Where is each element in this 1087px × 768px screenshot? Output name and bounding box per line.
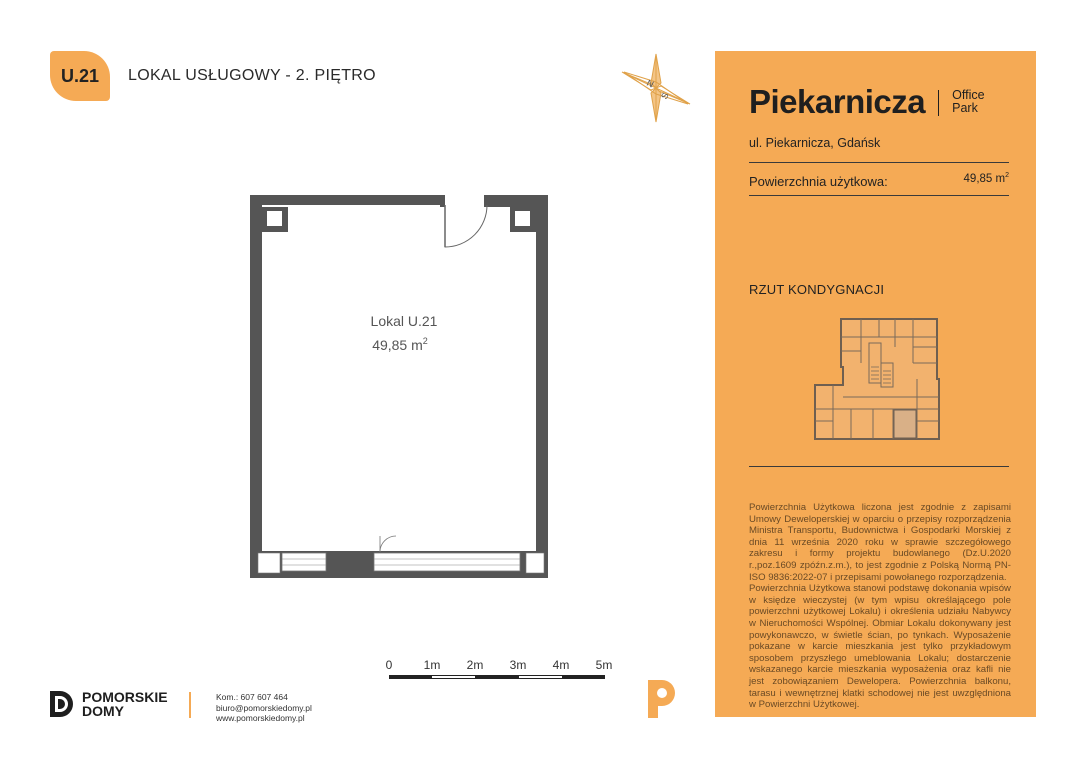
area-value [964,172,1009,185]
scale-bar [385,658,615,686]
p-logo-icon [648,680,678,718]
room-area-sup: 2 [422,336,428,346]
company-line-2: DOMY [82,703,124,719]
scale-segments [389,675,605,679]
contact-email[interactable]: biuro@pomorskiedomy.pl [216,702,312,713]
contact-info [216,692,312,724]
contact-phone: Kom.: 607 607 464 [216,692,288,702]
room-name: Lokal U.21 [370,313,438,329]
legal-note-p2: Powierzchnia Użytkowa stanowi podstawę dokonania wpisów w księdze wieczystej (w tym wpisu określającego pole powierzchni użytkowej Lokalu) i określenia udziału Nabywcy w Nieruchomości Wspólnej. Obmiar Lokalu dokonywany jest powykonawczo, w świetle ścian, po tynkach. Wyposażenie pokazane w karcie mieszkania jest tylko przykładowym sposobem przyszłego umeblowania Lokalu; dostarczenie wskazanego karcie mieszkania wyposażenia oraz kafli nie jest zobowiązaniem Dewelopera. Powierzchnia balkonu, tarasu i wewnętrznej klatki schodowej nie jest uwzględniona w Powierzchni Użytkowej. [749,583,1011,711]
pomorskie-domy-logo [50,690,168,718]
legal-note [749,502,1011,711]
brand-logo [749,85,985,119]
highlighted-unit [894,410,916,438]
floor-plan [250,195,548,578]
legal-note-p1: Powierzchnia Użytkowa liczona jest zgodnie z zapisami Umowy Deweloperskiej w oparciu o przepisy rozporządzenia Ministra Transportu, Budownictwa i Gospodarki Morskiej z dnia 11 września 2020 roku w sprawie szczegółowego zakresu i formy projektu budowlanego (Dz.U.2020 r.,poz.1609 zpóźn.z.m.), to jest zgodnie z Polską Normą PN-ISO 9836:2022-07 i przepisami powołanego rozporządzenia. [749,502,1011,583]
area-label: Powierzchnia użytkowa: [749,174,888,189]
compass-letter-s: S [659,90,671,101]
unit-code-badge [50,51,110,101]
area-value-number: 49,85 m [963,172,1006,185]
divider [749,466,1009,467]
contact-web[interactable]: www.pomorskiedomy.pl [216,713,305,723]
brand-sub-1: Office [952,88,985,102]
address: ul. Piekarnicza, Gdańsk [749,136,881,150]
scale-label: 5m [595,658,613,672]
brand-separator [938,90,939,116]
room-area [372,336,428,353]
compass-rose-icon [620,52,692,124]
scale-label: 4m [552,658,570,672]
scale-labels [385,658,615,672]
unit-code: U.21 [60,65,100,86]
scale-label: 3m [509,658,527,672]
pomorskie-domy-icon [50,691,74,717]
floor-key-title: RZUT KONDYGNACJI [749,282,885,297]
divider [749,195,1009,196]
room-area-value: 49,85 m [372,337,423,353]
company-line-1: POMORSKIE [82,689,168,705]
footer-separator [189,692,191,718]
info-panel [715,51,1036,717]
unit-title: LOKAL USŁUGOWY - 2. PIĘTRO [128,67,376,84]
area-value-sup: 2 [1005,172,1009,179]
scale-label: 1m [423,658,441,672]
divider [749,162,1009,163]
scale-label: 0 [385,658,393,672]
compass-letter-n: N [645,77,656,90]
brand-sub-2: Park [952,101,978,115]
floor-key-plan [813,317,943,443]
scale-label: 2m [466,658,484,672]
brand-name: Piekarnicza [749,83,926,120]
